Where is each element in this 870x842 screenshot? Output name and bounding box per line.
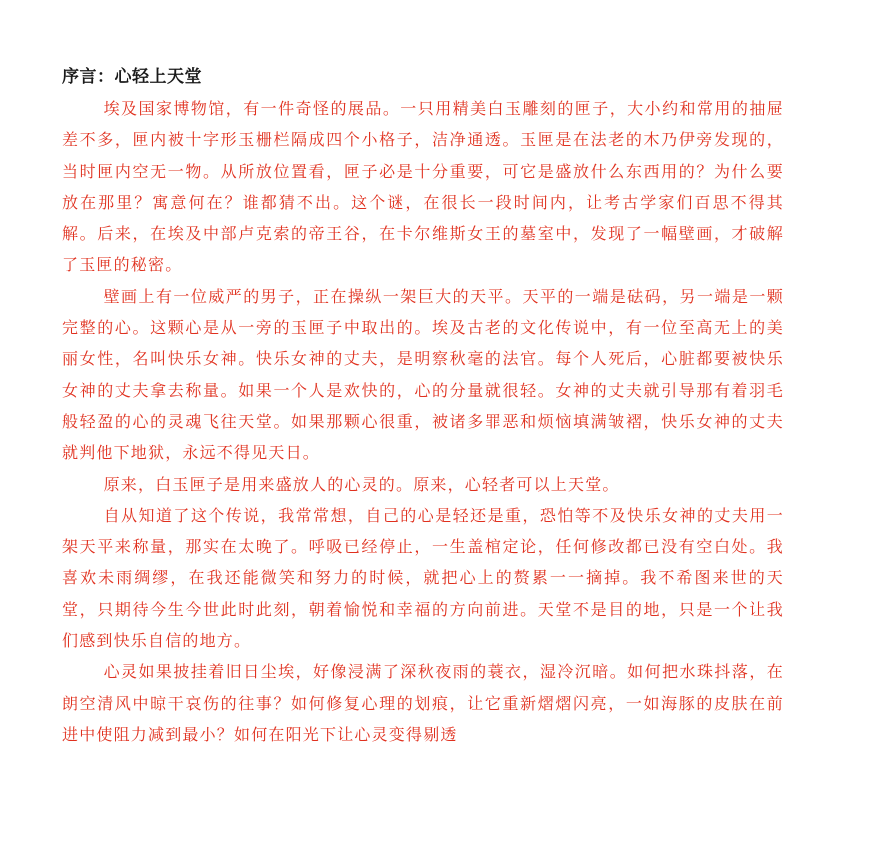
paragraph-1: 埃及国家博物馆，有一件奇怪的展品。一只用精美白玉雕刻的匣子，大小约和常用的抽屉差不多，匣内被十字形玉栅栏隔成四个小格子，洁净通透。玉匣是在法老的木乃伊旁发现的，当时匣内空无一物。从所放位置看，匣子必是十分重要，可它是盛放什么东西用的？为什么要放在那里？寓意何在？谁都猜不出。这个谜，在很长一段时间内，让考古学家们百思不得其解。后来，在埃及中部卢克索的帝王谷，在卡尔维斯女王的墓室中，发现了一幅壁画，才破解了玉匣的秘密。 — [62, 99, 784, 275]
paragraph-5: 心灵如果披挂着旧日尘埃，好像浸满了深秋夜雨的蓑衣，湿冷沉暗。如何把水珠抖落，在朗空清风中晾干哀伤的往事？如何修复心理的划痕，让它重新熠熠闪亮，一如海豚的皮肤在前进中使阻力减到最小？如何在阳光下让心灵变得剔透 — [62, 662, 784, 744]
paragraph-2: 壁画上有一位威严的男子，正在操纵一架巨大的天平。天平的一端是砝码，另一端是一颗完整的心。这颗心是从一旁的玉匣子中取出的。埃及古老的文化传说中，有一位至高无上的美丽女性，名叫快乐女神。快乐女神的丈夫，是明察秋毫的法官。每个人死后，心脏都要被快乐女神的丈夫拿去称量。如果一个人是欢快的，心的分量就很轻。女神的丈夫就引导那有着羽毛般轻盈的心的灵魂飞往天堂。如果那颗心很重，被诸多罪恶和烦恼填满皱褶，快乐女神的丈夫就判他下地狱，永远不得见天日。 — [62, 286, 784, 463]
paragraph-4: 自从知道了这个传说，我常常想，自己的心是轻还是重，恐怕等不及快乐女神的丈夫用一架天平来称量，那实在太晚了。呼吸已经停止，一生盖棺定论，任何修改都已没有空白处。我喜欢未雨绸缪，在我还能微笑和努力的时候，就把心上的赘累一一摘掉。我不希图来世的天堂，只期待今生今世此时此刻，朝着愉悦和幸福的方向前进。天堂不是目的地，只是一个让我们感到快乐自信的地方。 — [62, 505, 784, 651]
paragraph-3: 原来，白玉匣子是用来盛放人的心灵的。原来，心轻者可以上天堂。 — [103, 474, 620, 494]
page-title: 序言：心轻上天堂 — [62, 67, 202, 87]
document-page — [62, 64, 784, 750]
